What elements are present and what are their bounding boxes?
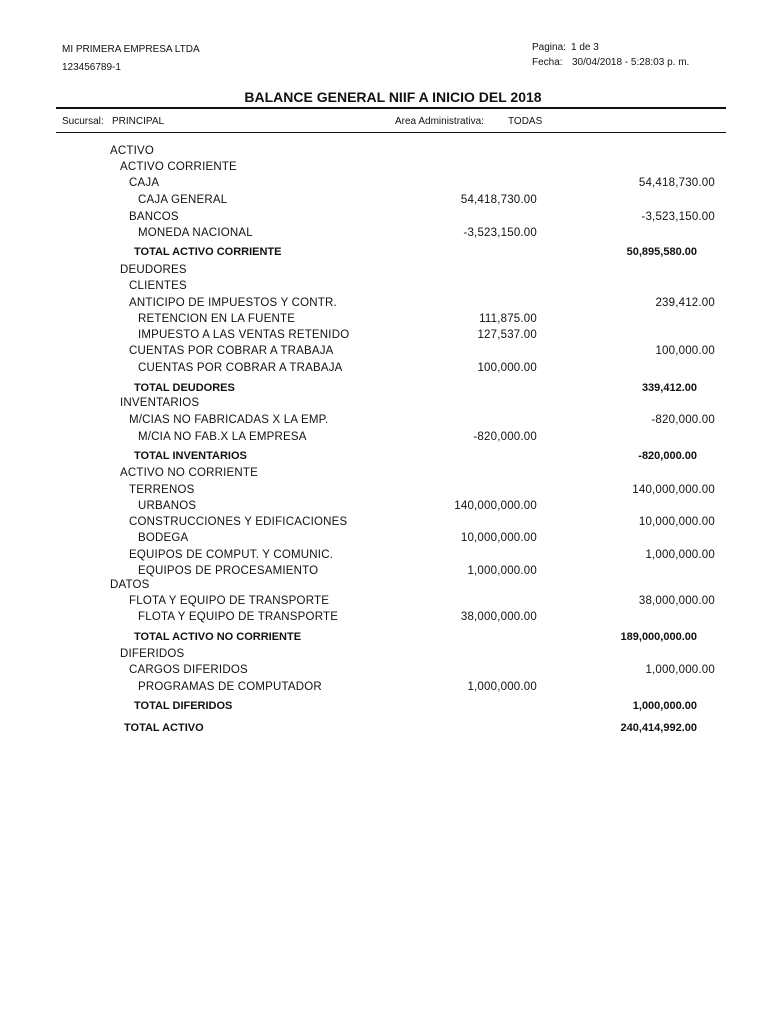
account-label: CUENTAS POR COBRAR A TRABAJA [138,362,343,374]
account-label: PROGRAMAS DE COMPUTADOR [138,681,322,693]
account-label: DIFERIDOS [120,648,185,660]
account-label: CAJA GENERAL [138,194,228,206]
company-nit: 123456789-1 [62,62,121,73]
account-label: INVENTARIOS [120,397,200,409]
total-row-label: TOTAL ACTIVO [124,722,204,734]
account-label: FLOTA Y EQUIPO DE TRANSPORTE [138,611,339,623]
account-label: CAJA [129,177,160,189]
area-label: Area Administrativa: [395,116,484,127]
account-label: TERRENOS [129,484,195,496]
detail-amount: 127,537.00 [477,329,537,341]
account-label: IMPUESTO A LAS VENTAS RETENIDO [138,329,350,341]
detail-amount: 54,418,730.00 [460,194,537,206]
account-label: M/CIAS NO FABRICADAS X LA EMP. [129,414,329,426]
account-label: BODEGA [138,532,189,544]
account-label: EQUIPOS DE PROCESAMIENTO [138,565,319,577]
account-label: CONSTRUCCIONES Y EDIFICACIONES [129,516,348,528]
account-label: FLOTA Y EQUIPO DE TRANSPORTE [129,595,330,607]
total-amount: 189,000,000.00 [620,631,697,643]
account-label: ACTIVO CORRIENTE [120,161,237,173]
detail-amount: -3,523,150.00 [463,227,537,239]
date-label: Fecha: [532,57,563,68]
branch-label: Sucursal: [62,116,104,127]
total-amount: 50,895,580.00 [626,246,697,258]
page-value: 1 de 3 [571,42,599,53]
account-amount: -3,523,150.00 [641,211,715,223]
branch-value: PRINCIPAL [112,116,165,127]
account-label: ANTICIPO DE IMPUESTOS Y CONTR. [129,297,337,309]
total-row-label: TOTAL ACTIVO NO CORRIENTE [134,631,302,643]
account-label: M/CIA NO FAB.X LA EMPRESA [138,431,307,443]
detail-amount: 38,000,000.00 [460,611,537,623]
account-amount: -820,000.00 [651,414,715,426]
account-amount: 100,000.00 [655,345,715,357]
detail-amount: 10,000,000.00 [460,532,537,544]
account-label: DATOS [110,579,150,591]
report-title: BALANCE GENERAL NIIF A INICIO DEL 2018 [244,89,542,105]
detail-amount: 140,000,000.00 [454,500,537,512]
account-label: EQUIPOS DE COMPUT. Y COMUNIC. [129,549,334,561]
area-value: TODAS [508,116,543,127]
account-amount: 140,000,000.00 [632,484,715,496]
header-rule-top [56,107,726,109]
detail-amount: 111,875.00 [479,313,537,325]
total-row-label: TOTAL INVENTARIOS [134,450,247,462]
total-row-label: TOTAL DIFERIDOS [134,700,233,712]
account-amount: 10,000,000.00 [638,516,715,528]
account-label: ACTIVO [110,145,155,157]
total-amount: 1,000,000.00 [632,700,697,712]
detail-amount: 100,000.00 [477,362,537,374]
detail-amount: -820,000.00 [473,431,537,443]
account-amount: 54,418,730.00 [638,177,715,189]
page-label: Pagina: [532,42,566,53]
account-label: ACTIVO NO CORRIENTE [120,467,258,479]
detail-amount: 1,000,000.00 [467,681,537,693]
total-amount: -820,000.00 [638,450,697,462]
account-amount: 1,000,000.00 [645,664,715,676]
header-rule-bottom [56,132,726,133]
account-amount: 1,000,000.00 [645,549,715,561]
account-label: MONEDA NACIONAL [138,227,253,239]
account-label: CUENTAS POR COBRAR A TRABAJA [129,345,334,357]
account-label: DEUDORES [120,264,187,276]
account-label: CARGOS DIFERIDOS [129,664,248,676]
total-row-label: TOTAL DEUDORES [134,382,235,394]
total-row-label: TOTAL ACTIVO CORRIENTE [134,246,282,258]
account-amount: 239,412.00 [655,297,715,309]
account-label: RETENCION EN LA FUENTE [138,313,296,325]
account-label: CLIENTES [129,280,187,292]
date-value: 30/04/2018 - 5:28:03 p. m. [572,57,690,68]
total-amount: 240,414,992.00 [620,722,697,734]
detail-amount: 1,000,000.00 [467,565,537,577]
total-amount: 339,412.00 [641,382,697,394]
account-label: URBANOS [138,500,197,512]
company-name: MI PRIMERA EMPRESA LTDA [62,44,200,55]
account-amount: 38,000,000.00 [638,595,715,607]
account-label: BANCOS [129,211,179,223]
